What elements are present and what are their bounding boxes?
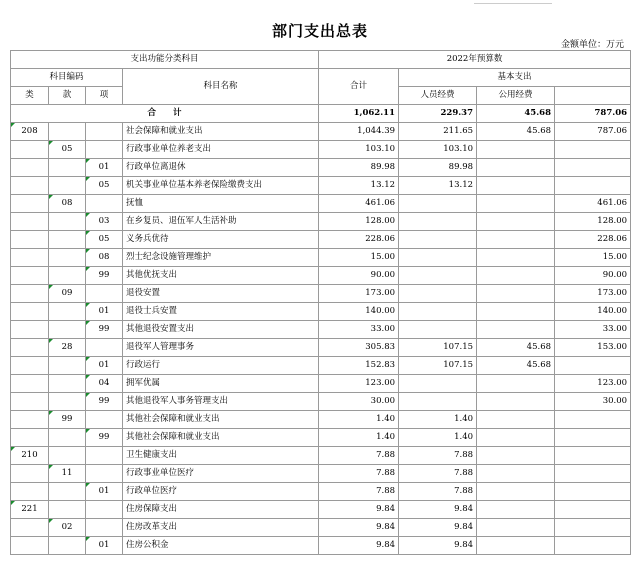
table-row	[11, 393, 631, 411]
cell-personnel: 9.84	[399, 501, 477, 519]
cell-public	[477, 483, 555, 501]
cell-subject-name: 住房改革支出	[123, 519, 319, 537]
table-row	[11, 159, 631, 177]
cell-lei	[11, 231, 49, 249]
cell-xiang: 04	[86, 375, 123, 393]
cell-personnel	[399, 321, 477, 339]
cell-lei	[11, 483, 49, 501]
cell-xiang: 01	[86, 303, 123, 321]
cell-public: 45.68	[477, 339, 555, 357]
header-personnel: 人员经费	[399, 87, 477, 105]
cell-kuan	[49, 375, 86, 393]
cell-personnel	[399, 195, 477, 213]
cell-total: 461.06	[319, 195, 399, 213]
cell-subject-name: 其他退役安置支出	[123, 321, 319, 339]
header-basic: 基本支出	[399, 69, 631, 87]
cell-kuan	[49, 213, 86, 231]
cell-subject-name: 拥军优属	[123, 375, 319, 393]
cell-subject-name: 其他退役军人事务管理支出	[123, 393, 319, 411]
header-kuan: 款	[49, 87, 86, 105]
cell-xiang	[86, 411, 123, 429]
cell-total: 90.00	[319, 267, 399, 285]
cell-total: 33.00	[319, 321, 399, 339]
total-personnel: 229.37	[399, 105, 477, 123]
cell-subject-name: 社会保障和就业支出	[123, 123, 319, 141]
cell-total: 103.10	[319, 141, 399, 159]
cell-kuan	[49, 537, 86, 555]
cell-lei	[11, 393, 49, 411]
total-label: 合 计	[11, 105, 319, 123]
cell-kuan	[49, 447, 86, 465]
cell-project: 140.00	[555, 303, 631, 321]
cell-personnel: 9.84	[399, 537, 477, 555]
cell-lei	[11, 537, 49, 555]
cell-personnel	[399, 303, 477, 321]
cell-xiang: 01	[86, 159, 123, 177]
cell-total: 152.83	[319, 357, 399, 375]
table-row	[11, 249, 631, 267]
total-row	[11, 105, 631, 123]
cell-total: 123.00	[319, 375, 399, 393]
cell-subject-name: 住房保障支出	[123, 501, 319, 519]
cell-subject-name: 其他优抚支出	[123, 267, 319, 285]
cell-public	[477, 231, 555, 249]
cell-personnel: 211.65	[399, 123, 477, 141]
cell-total: 89.98	[319, 159, 399, 177]
cell-project: 228.06	[555, 231, 631, 249]
cell-xiang	[86, 285, 123, 303]
table-row	[11, 267, 631, 285]
cell-subject-name: 退役士兵安置	[123, 303, 319, 321]
cell-lei	[11, 213, 49, 231]
cell-public	[477, 285, 555, 303]
cell-subject-name: 其他社会保障和就业支出	[123, 411, 319, 429]
table-row	[11, 375, 631, 393]
cell-personnel: 7.88	[399, 483, 477, 501]
cell-kuan	[49, 483, 86, 501]
cell-total: 305.83	[319, 339, 399, 357]
header-subject-name: 科目名称	[123, 69, 319, 105]
cell-subject-name: 退役安置	[123, 285, 319, 303]
cell-project: 128.00	[555, 213, 631, 231]
cell-kuan	[49, 321, 86, 339]
cell-subject-name: 其他社会保障和就业支出	[123, 429, 319, 447]
cell-xiang	[86, 195, 123, 213]
cell-public	[477, 321, 555, 339]
cell-project	[555, 141, 631, 159]
cell-public	[477, 429, 555, 447]
table-row	[11, 285, 631, 303]
table-row	[11, 123, 631, 141]
cell-xiang: 99	[86, 321, 123, 339]
cell-public	[477, 195, 555, 213]
cell-subject-name: 机关事业单位基本养老保险缴费支出	[123, 177, 319, 195]
table-row	[11, 537, 631, 555]
cell-public	[477, 465, 555, 483]
cell-total: 140.00	[319, 303, 399, 321]
table-row	[11, 501, 631, 519]
cell-kuan	[49, 177, 86, 195]
cell-subject-name: 行政事业单位医疗	[123, 465, 319, 483]
cell-project: 123.00	[555, 375, 631, 393]
cell-lei	[11, 321, 49, 339]
cell-lei	[11, 303, 49, 321]
cell-kuan	[49, 303, 86, 321]
cell-xiang: 01	[86, 357, 123, 375]
cell-subject-name: 行政运行	[123, 357, 319, 375]
header-func-class: 支出功能分类科目	[11, 51, 319, 69]
table-row	[11, 195, 631, 213]
table-row	[11, 429, 631, 447]
cell-kuan: 05	[49, 141, 86, 159]
cell-personnel: 1.40	[399, 411, 477, 429]
table-row	[11, 339, 631, 357]
cell-xiang: 99	[86, 267, 123, 285]
cell-kuan	[49, 501, 86, 519]
cell-xiang	[86, 141, 123, 159]
header-xiang: 项	[86, 87, 123, 105]
cell-kuan	[49, 231, 86, 249]
cell-subject-name: 行政单位离退休	[123, 159, 319, 177]
cell-personnel	[399, 231, 477, 249]
table-row	[11, 303, 631, 321]
cell-kuan	[49, 159, 86, 177]
cell-xiang	[86, 123, 123, 141]
cell-public	[477, 393, 555, 411]
table-row	[11, 411, 631, 429]
cell-lei	[11, 519, 49, 537]
cell-lei	[11, 465, 49, 483]
cell-public	[477, 159, 555, 177]
cell-total: 1.40	[319, 429, 399, 447]
cell-subject-name: 卫生健康支出	[123, 447, 319, 465]
cell-project: 153.00	[555, 339, 631, 357]
cell-project	[555, 483, 631, 501]
cell-xiang: 01	[86, 537, 123, 555]
cell-lei	[11, 249, 49, 267]
cell-lei	[11, 195, 49, 213]
cell-personnel: 7.88	[399, 465, 477, 483]
cell-personnel: 89.98	[399, 159, 477, 177]
cell-subject-name: 抚恤	[123, 195, 319, 213]
cell-kuan	[49, 393, 86, 411]
cell-xiang: 99	[86, 429, 123, 447]
cell-lei	[11, 159, 49, 177]
cell-subject-name: 退役军人管理事务	[123, 339, 319, 357]
cell-subject-name: 住房公积金	[123, 537, 319, 555]
cell-public	[477, 267, 555, 285]
cell-total: 1.40	[319, 411, 399, 429]
cell-project	[555, 429, 631, 447]
header-budget-year: 2022年预算数	[319, 51, 631, 69]
unit-label: 金额单位：万元	[560, 40, 624, 50]
cell-project	[555, 411, 631, 429]
cell-project: 173.00	[555, 285, 631, 303]
cell-total: 15.00	[319, 249, 399, 267]
cell-kuan	[49, 249, 86, 267]
cell-lei: 208	[11, 123, 49, 141]
cell-xiang: 99	[86, 393, 123, 411]
cell-lei	[11, 339, 49, 357]
cell-project	[555, 177, 631, 195]
total-project: 787.06	[555, 105, 631, 123]
cell-personnel	[399, 285, 477, 303]
cell-project	[555, 447, 631, 465]
cell-total: 7.88	[319, 447, 399, 465]
cell-public: 45.68	[477, 123, 555, 141]
cell-personnel	[399, 249, 477, 267]
table-row	[11, 519, 631, 537]
cell-kuan: 08	[49, 195, 86, 213]
cell-kuan	[49, 429, 86, 447]
header-lei: 类	[11, 87, 49, 105]
header-total: 合计	[319, 69, 399, 105]
cell-project: 33.00	[555, 321, 631, 339]
cell-kuan	[49, 357, 86, 375]
cell-project: 30.00	[555, 393, 631, 411]
cell-personnel	[399, 393, 477, 411]
cell-xiang	[86, 447, 123, 465]
header-public: 公用经费	[477, 87, 555, 105]
cell-kuan: 99	[49, 411, 86, 429]
cell-total: 7.88	[319, 483, 399, 501]
cell-public	[477, 411, 555, 429]
cell-public	[477, 141, 555, 159]
header-subject-code: 科目编码	[11, 69, 123, 87]
cell-total: 13.12	[319, 177, 399, 195]
cell-lei	[11, 411, 49, 429]
cell-total: 30.00	[319, 393, 399, 411]
table-row	[11, 357, 631, 375]
cell-xiang: 03	[86, 213, 123, 231]
cell-public	[477, 177, 555, 195]
cell-personnel: 103.10	[399, 141, 477, 159]
cell-subject-name: 行政单位医疗	[123, 483, 319, 501]
cell-project: 787.06	[555, 123, 631, 141]
cell-xiang: 05	[86, 231, 123, 249]
total-total: 1,062.11	[319, 105, 399, 123]
cell-total: 9.84	[319, 501, 399, 519]
cell-xiang: 08	[86, 249, 123, 267]
cell-kuan: 02	[49, 519, 86, 537]
cell-total: 9.84	[319, 519, 399, 537]
cell-personnel	[399, 213, 477, 231]
cell-lei	[11, 429, 49, 447]
cell-personnel: 13.12	[399, 177, 477, 195]
table-row	[11, 141, 631, 159]
cell-public	[477, 213, 555, 231]
cell-xiang	[86, 465, 123, 483]
cell-total: 128.00	[319, 213, 399, 231]
cell-subject-name: 烈士纪念设施管理维护	[123, 249, 319, 267]
cell-project	[555, 501, 631, 519]
cell-personnel: 7.88	[399, 447, 477, 465]
cell-kuan: 09	[49, 285, 86, 303]
cell-kuan: 28	[49, 339, 86, 357]
cell-project	[555, 357, 631, 375]
cell-public	[477, 501, 555, 519]
cell-total: 1,044.39	[319, 123, 399, 141]
cell-public	[477, 249, 555, 267]
cell-personnel: 107.15	[399, 357, 477, 375]
cell-public: 45.68	[477, 357, 555, 375]
cell-personnel: 107.15	[399, 339, 477, 357]
cell-xiang	[86, 519, 123, 537]
cell-kuan: 11	[49, 465, 86, 483]
cell-lei	[11, 267, 49, 285]
total-public: 45.68	[477, 105, 555, 123]
cell-public	[477, 447, 555, 465]
cell-kuan	[49, 267, 86, 285]
cell-lei	[11, 375, 49, 393]
cell-total: 9.84	[319, 537, 399, 555]
cell-lei	[11, 285, 49, 303]
cell-personnel: 1.40	[399, 429, 477, 447]
cell-public	[477, 375, 555, 393]
cell-lei	[11, 357, 49, 375]
page-title: 部门支出总表	[271, 22, 368, 40]
cell-xiang	[86, 339, 123, 357]
cell-project	[555, 465, 631, 483]
cell-lei	[11, 141, 49, 159]
cell-lei: 210	[11, 447, 49, 465]
cell-project: 90.00	[555, 267, 631, 285]
table-row	[11, 177, 631, 195]
cell-lei	[11, 177, 49, 195]
cell-project	[555, 537, 631, 555]
cell-xiang: 05	[86, 177, 123, 195]
cell-project	[555, 519, 631, 537]
table-row	[11, 321, 631, 339]
cell-subject-name: 在乡复员、退伍军人生活补助	[123, 213, 319, 231]
cell-lei: 221	[11, 501, 49, 519]
table-row	[11, 483, 631, 501]
cell-personnel: 9.84	[399, 519, 477, 537]
cell-project: 15.00	[555, 249, 631, 267]
cell-public	[477, 303, 555, 321]
cell-xiang	[86, 501, 123, 519]
decorative-top-line	[474, 3, 552, 6]
cell-total: 7.88	[319, 465, 399, 483]
cell-project	[555, 159, 631, 177]
table-row	[11, 447, 631, 465]
cell-personnel	[399, 375, 477, 393]
table-row	[11, 213, 631, 231]
cell-total: 228.06	[319, 231, 399, 249]
cell-total: 173.00	[319, 285, 399, 303]
cell-project: 461.06	[555, 195, 631, 213]
table-row	[11, 231, 631, 249]
cell-xiang: 01	[86, 483, 123, 501]
expenditure-table	[10, 50, 631, 555]
table-row	[11, 465, 631, 483]
cell-personnel	[399, 267, 477, 285]
cell-public	[477, 537, 555, 555]
cell-subject-name: 行政事业单位养老支出	[123, 141, 319, 159]
cell-kuan	[49, 123, 86, 141]
cell-public	[477, 519, 555, 537]
cell-subject-name: 义务兵优待	[123, 231, 319, 249]
